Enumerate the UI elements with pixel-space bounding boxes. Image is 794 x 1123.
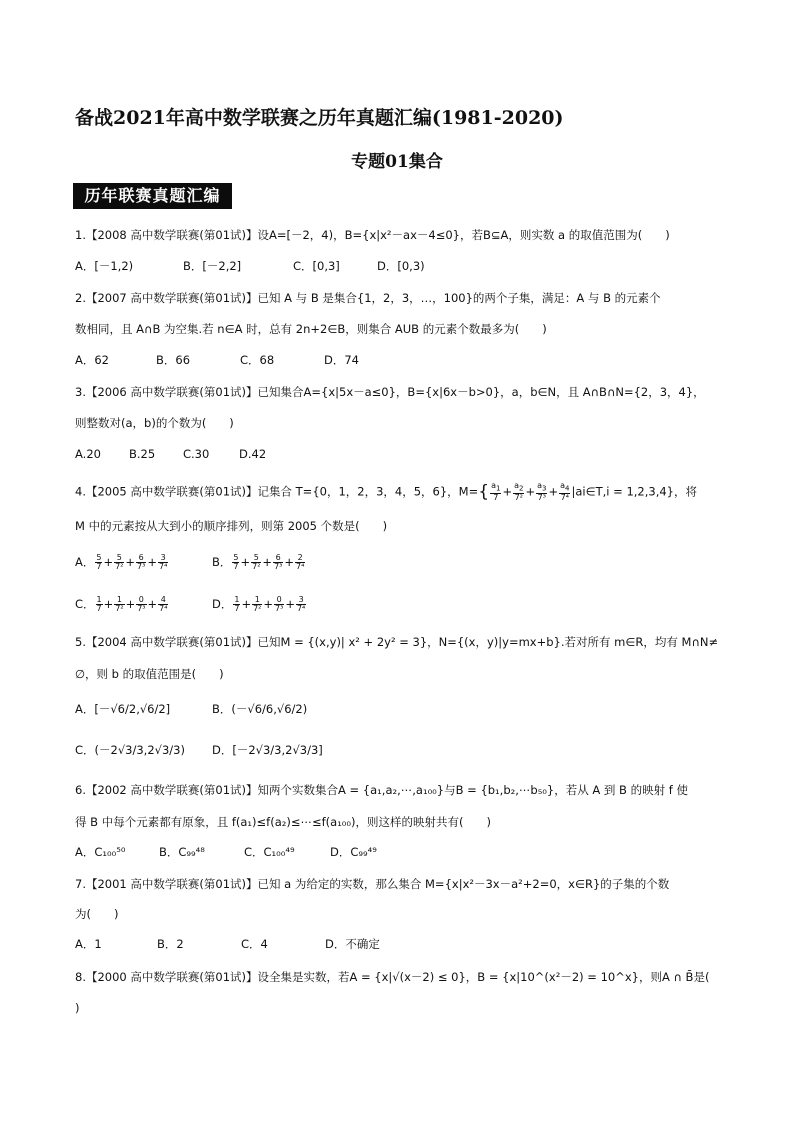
option-b: B．2 (157, 937, 184, 951)
question-3-stem-line2: 则整数对(a，b)的个数为( ) (75, 416, 234, 430)
option-d: D．74 (324, 353, 359, 367)
option-d: D．[－2√3/3,2√3/3] (212, 743, 323, 757)
option-d: D． $\frac{1}{7}$ + $\frac{1}{\text{7²}}$ + $\frac{0}{\text{7³}}$ + $\frac{3}{\text{7⁴}}$ (212, 595, 306, 613)
question-4-options-cd (75, 596, 307, 613)
question-3-stem-line1: 3.【2006 高中数学联赛(第01试)】已知集合A={x|5x－a≤0}，B={x|6x－b>0}，a，b∈N，且 A∩B∩N={2，3，4}， (75, 385, 705, 399)
question-6-stem-line1: 6.【2002 高中数学联赛(第01试)】知两个实数集合A = {a₁,a₂,⋯,a₁₀₀}与B = {b₁,b₂,⋯b₅₀}，若从 A 到 B 的映射 f 使 (75, 783, 688, 797)
option-a-label: A． (75, 555, 95, 569)
question-2-stem-line2: 数相同，且 A∩B 为空集.若 n∈A 时，总有 2n+2∈B，则集合 AUB 的元素个数最多为( ) (75, 322, 547, 336)
option-c: C． $\frac{1}{7}$ + $\frac{1}{\text{7²}}$ + $\frac{0}{\text{7³}}$ + $\frac{4}{\text{7⁴}}$ (75, 595, 168, 613)
option-a: A． $\frac{5}{7}$ + $\frac{5}{\text{7²}}$ + $\frac{6}{\text{7³}}$ + $\frac{3}{\text{7⁴}}$ (75, 553, 168, 571)
option-b-label: B． (212, 555, 232, 569)
question-7-options (75, 936, 380, 952)
question-7-stem-line1: 7.【2001 高中数学联赛(第01试)】已知 a 为给定的实数，那么集合 M={x|x²－3x－a²+2=0，x∈R}的子集的个数 (75, 877, 670, 891)
option-a: A．[－1,2) (75, 259, 134, 273)
question-5-stem-line2: ∅，则 b 的取值范围是( ) (75, 667, 224, 681)
question-2-stem-line1: 2.【2007 高中数学联赛(第01试)】已知 A 与 B 是集合{1，2，3，…，100}的两个子集，满足：A 与 B 的元素个 (75, 291, 661, 305)
option-c: C．[0,3] (293, 259, 340, 273)
option-d: D．不确定 (325, 937, 380, 951)
option-c-label: C． (75, 597, 95, 611)
section-title: 专题01集合 (351, 152, 443, 172)
question-6-options (75, 844, 377, 860)
option-a: A．62 (75, 353, 110, 367)
question-1-options (75, 258, 425, 274)
option-c: C．(－2√3/3,2√3/3) (75, 743, 185, 757)
option-d: D.42 (239, 447, 267, 461)
option-a: A．C₁₀₀⁵⁰ (75, 845, 126, 859)
option-a: A．1 (75, 937, 102, 951)
option-c: C．C₁₀₀⁴⁹ (244, 845, 295, 859)
document-title: 备战2021年高中数学联赛之历年真题汇编(1981-2020) (75, 107, 564, 129)
option-c: C．68 (240, 353, 275, 367)
question-4-stem-line1: 4.【2005 高中数学联赛(第01试)】记集合 T={0，1，2，3，4，5，6}，M={ $\frac{a_1}{7}$ + $\frac{a_2}{\text{7²}}$ + $\frac{a_3}{\text{7³}}$ + $\frac{a_4}{\text{7⁴}}$ |ai∈T,i = 1,2,3,4}，将 (75, 481, 697, 502)
option-b: B．66 (156, 353, 191, 367)
question-5-options-cd (75, 742, 323, 758)
question-5-options-ab (75, 701, 307, 717)
option-a: A．[－√6/2,√6/2] (75, 702, 171, 716)
option-b: B.25 (129, 447, 156, 461)
option-a: A.20 (75, 447, 101, 461)
option-c: C.30 (183, 447, 210, 461)
question-1-stem: 1.【2008 高中数学联赛(第01试)】设A=[－2，4)，B={x|x²－ax－4≤0}，若B⊆A，则实数 a 的取值范围为( ) (75, 228, 670, 242)
question-4-stem-line2: M 中的元素按从大到小的顺序排列，则第 2005 个数是( ) (75, 519, 388, 533)
question-4-stem-part2: ai∈T,i = 1,2,3,4}，将 (575, 484, 697, 499)
option-b: B．C₉₉⁴⁸ (159, 845, 205, 859)
question-7-stem-line2: 为( ) (75, 907, 119, 921)
option-b: B．[－2,2] (183, 259, 242, 273)
section-banner: 历年联赛真题汇编 (73, 183, 232, 209)
option-d-label: D． (212, 597, 233, 611)
question-4-options-ab (75, 554, 306, 571)
question-5-stem-line1: 5.【2004 高中数学联赛(第01试)】已知M = {(x,y)| x² + 2y² = 3}，N={(x，y)|y=mx+b}.若对所有 m∈R，均有 M∩N≠ (75, 635, 719, 649)
option-b: B． $\frac{5}{7}$ + $\frac{5}{\text{7²}}$ + $\frac{6}{\text{7³}}$ + $\frac{2}{\text{7⁴}}$ (212, 553, 305, 571)
option-d: D．[0,3) (377, 259, 425, 273)
option-c: C．4 (241, 937, 268, 951)
question-6-stem-line2: 得 B 中每个元素都有原象，且 f(a₁)≤f(a₂)≤⋯≤f(a₁₀₀)，则这样的映射共有( ) (75, 815, 491, 829)
question-8-stem-line1: 8.【2000 高中数学联赛(第01试)】设全集是实数，若A = {x|√(x－2) ≤ 0}，B = {x|10^(x²－2) = 10^x}，则A ∩ B̄是( (75, 970, 710, 984)
question-8-stem-line2: ) (75, 1001, 80, 1015)
question-2-options (75, 352, 359, 368)
question-4-stem-part1: 4.【2005 高中数学联赛(第01试)】记集合 T={0，1，2，3，4，5，6}，M= (75, 484, 479, 499)
option-d: D．C₉₉⁴⁹ (330, 845, 377, 859)
question-3-options (75, 446, 266, 462)
option-b: B．(－√6/6,√6/2) (212, 702, 308, 716)
